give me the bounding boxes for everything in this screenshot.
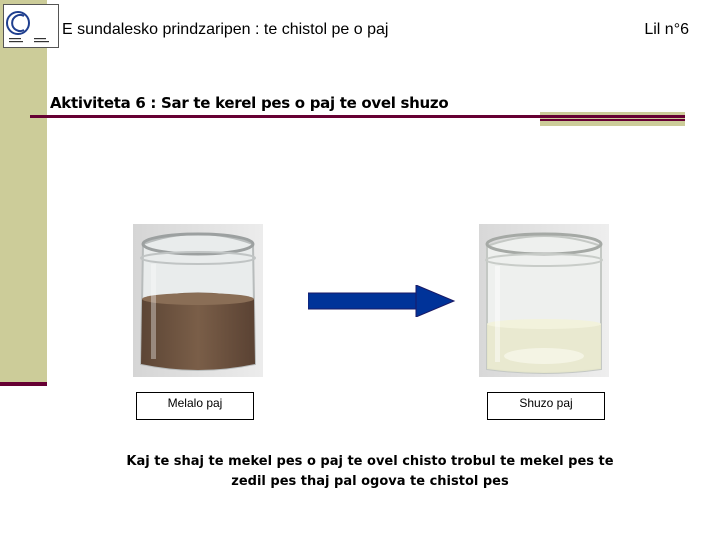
dirty-water-caption: Melalo paj — [136, 392, 254, 420]
activity-description — [120, 452, 620, 492]
side-accent-bar — [0, 0, 47, 382]
dirty-water-jar-photo — [133, 224, 263, 377]
title-underline-secondary — [540, 119, 685, 121]
description-line-1: Kaj te shaj te mekel pes o paj te ovel chisto trobul te mekel pes te — [126, 454, 614, 469]
page-header-title: E sundalesko prindzaripen : te chistol pe o paj — [62, 21, 389, 38]
process-arrow-icon — [308, 285, 456, 317]
description-line-2: zedil pes thaj pal ogova te chistol pes — [231, 474, 509, 489]
council-of-europe-logo — [3, 4, 59, 48]
sheet-number: Lil n°6 — [644, 21, 689, 38]
title-underline — [30, 115, 685, 118]
clean-water-caption: Shuzo paj — [487, 392, 605, 420]
side-accent-rule — [0, 382, 47, 386]
activity-title: Aktiviteta 6 : Sar te kerel pes o paj te ovel shuzo — [50, 94, 449, 112]
clean-water-jar-photo — [479, 224, 609, 377]
